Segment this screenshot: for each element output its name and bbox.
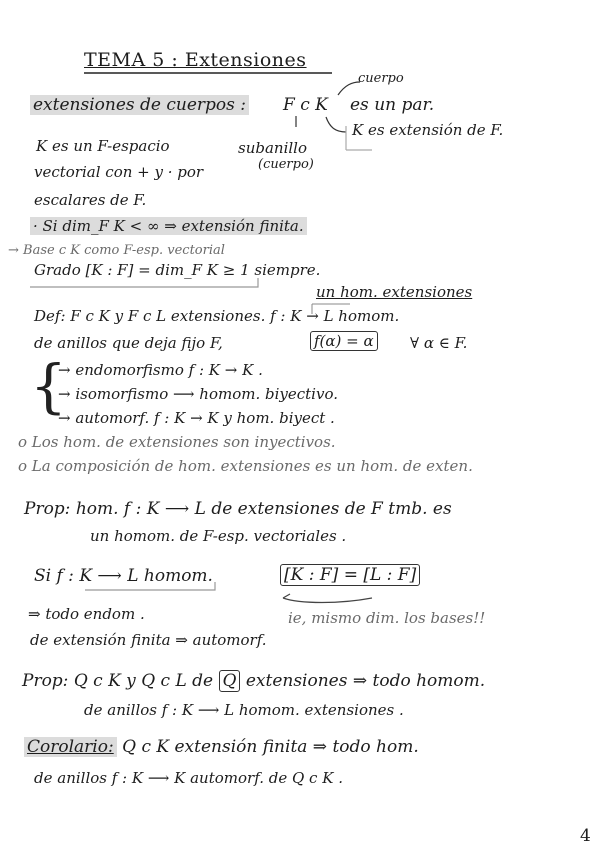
todo-endom-line: ⇒ todo endom . [28, 605, 145, 623]
heading-extensiones-cuerpos [30, 96, 249, 115]
forall-alpha: ∀ α ∈ F. [410, 334, 468, 352]
base-line: → Base c K como F-esp. vectorial [8, 243, 225, 258]
k-espacio-text: K es un F-espacio [36, 137, 170, 155]
composicion-line: o La composición de hom. extensiones es un hom. de exten. [18, 457, 473, 475]
corolario-line-2: de anillos f : K ⟶ K automorf. de Q c K . [34, 769, 343, 787]
corolario-text: Q c K extensión finita ⇒ todo hom. [122, 737, 419, 757]
prop2-line-2: de anillos f : K ⟶ L homom. extensiones . [84, 701, 404, 719]
prop2-text-a: Prop: Q c K y Q c L de [22, 671, 214, 691]
heading-text: extensiones de cuerpos : [30, 95, 249, 115]
cuerpo-paren: (cuerpo) [258, 157, 314, 172]
def-line-2 [34, 335, 223, 352]
prop-line-1: Prop: hom. f : K ⟶ L de extensiones de F tmb. es [24, 499, 452, 519]
isomorfismo-line: → isomorfismo ⟶ homom. biyectivo. [58, 385, 338, 403]
grado-igual [280, 566, 420, 585]
fixed-condition [310, 333, 378, 350]
k-es-extension: K es extensión de F. [352, 121, 504, 139]
fixed-condition-text: f(α) = α [310, 331, 378, 351]
es-un-par: es un par. [350, 95, 435, 115]
endomorfismo-line: → endomorfismo f : K → K . [58, 361, 263, 379]
escalares-line: escalares de F. [34, 191, 147, 209]
def-line-2-text: de anillos que deja fijo F, [34, 334, 223, 352]
cuerpo-note: cuerpo [358, 71, 404, 86]
page-number: 4 [580, 826, 591, 846]
subanillo-note: subanillo [238, 139, 307, 157]
def-line-1: Def: F c K y F c L extensiones. f : K → L homom. [34, 307, 400, 325]
prop2-line-1 [22, 672, 485, 691]
misma-dim-note: ie, mismo dim. los bases!! [288, 609, 486, 627]
extension-finita-line: de extensión finita ⇒ automorf. [30, 631, 267, 649]
prop-line-2: un homom. de F-esp. vectoriales . [90, 527, 347, 545]
corolario-label: Corolario: [24, 737, 117, 757]
page-title: TEMA 5 : Extensiones [84, 49, 307, 71]
inyectivos-line: o Los hom. de extensiones son inyectivos. [18, 433, 336, 451]
dim-finita-text: · Si dim_F K < ∞ ⇒ extensión finita. [30, 217, 307, 235]
grado-igual-text: [K : F] = [L : F] [280, 564, 420, 586]
prop2-text-b: extensiones ⇒ todo homom. [245, 671, 486, 691]
vectorial-line: vectorial con + y · por [34, 163, 204, 181]
corolario-line [24, 738, 419, 757]
k-espacio-line [36, 138, 170, 155]
prop2-q-box: Q [219, 670, 241, 692]
brace-left: { [30, 352, 67, 420]
automorf-line: → automorf. f : K → K y hom. biyect . [58, 409, 335, 427]
grado-line: Grado [K : F] = dim_F K ≥ 1 siempre. [34, 261, 321, 279]
un-hom-note: un hom. extensiones [316, 283, 473, 301]
dim-finita-line [30, 218, 307, 235]
si-line: Si f : K ⟶ L homom. [34, 566, 213, 586]
fck-text: F c K [283, 95, 328, 115]
